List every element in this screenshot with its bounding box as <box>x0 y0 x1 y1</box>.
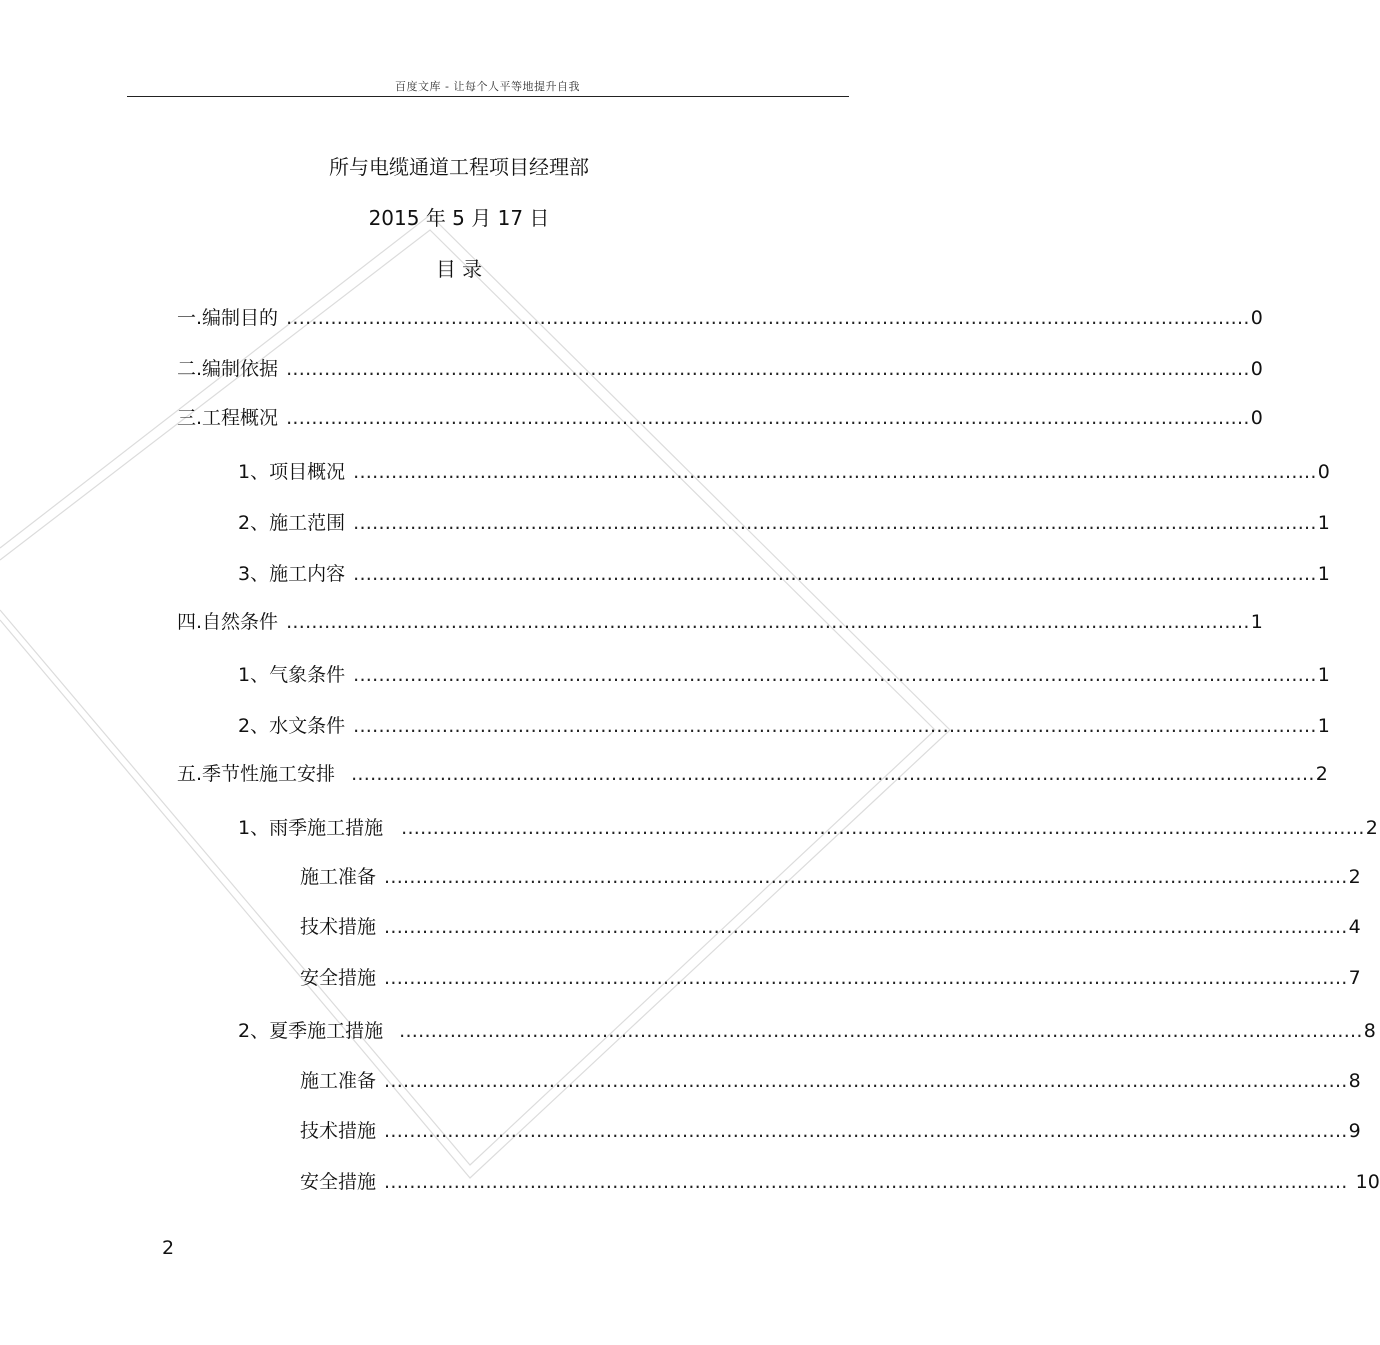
toc-entry-page: 2 <box>1315 763 1328 785</box>
toc-entry-number: 1、 <box>238 817 270 839</box>
toc-dot-leader: ........................................................................................................................................................ <box>384 967 1348 989</box>
toc-entry[interactable] <box>300 1068 1361 1094</box>
toc-dot-leader: ........................................................................................................................................................ <box>384 866 1348 888</box>
toc-entry-label: 编制目的 <box>202 307 279 329</box>
toc-entry-page: 7 <box>1348 967 1361 989</box>
toc-entry[interactable] <box>300 914 1361 940</box>
toc-dot-leader: ........................................................................................................................................................ <box>384 1070 1348 1092</box>
toc-entry[interactable] <box>300 965 1361 991</box>
toc-entry-page: 1 <box>1317 664 1330 686</box>
toc-entry-label: 雨季施工措施 <box>269 817 384 839</box>
toc-entry-number: 三. <box>177 407 203 429</box>
toc-entry-label: 施工准备 <box>300 866 377 888</box>
toc-entry-page: 8 <box>1348 1070 1361 1092</box>
toc-entry-number: 2、 <box>238 512 270 534</box>
page-header-text: 百度文库 - 让每个人平等地提升自我 <box>395 80 580 93</box>
toc-dot-leader: ........................................................................................................................................................ <box>384 916 1348 938</box>
toc-entry-label: 施工内容 <box>269 563 346 585</box>
header-divider <box>127 96 849 97</box>
toc-entry-number: 四. <box>177 611 203 633</box>
toc-entry-label: 气象条件 <box>269 664 346 686</box>
toc-entry-page: 0 <box>1250 307 1263 329</box>
toc-entry-page: 1 <box>1317 563 1330 585</box>
toc-entry-number: 3、 <box>238 563 270 585</box>
toc-entry-label: 安全措施 <box>300 1171 377 1193</box>
toc-entry-page: 0 <box>1317 461 1330 483</box>
toc-entry[interactable] <box>177 761 1328 787</box>
toc-dot-leader: ........................................................................................................................................................ <box>384 1120 1348 1142</box>
toc-entry-label: 技术措施 <box>300 1120 377 1142</box>
page-number: 2 <box>162 1237 175 1259</box>
toc-entry-page: 8 <box>1363 1020 1376 1042</box>
toc-entry-page: 4 <box>1348 916 1361 938</box>
toc-entry[interactable] <box>238 510 1330 536</box>
document-date: 2015 年 5 月 17 日 <box>368 206 550 230</box>
toc-dot-leader: ........................................................................................................................................................ <box>286 611 1250 633</box>
toc-entry-number: 五. <box>177 763 203 785</box>
toc-entry[interactable] <box>300 864 1361 890</box>
toc-entry-label: 水文条件 <box>269 715 346 737</box>
toc-entry[interactable] <box>300 1169 1380 1195</box>
toc-dot-leader: ........................................................................................................................................................ <box>286 358 1250 380</box>
toc-entry[interactable] <box>300 1118 1361 1144</box>
toc-entry[interactable] <box>177 405 1263 431</box>
toc-entry-number: 2、 <box>238 715 270 737</box>
toc-entry-label: 技术措施 <box>300 916 377 938</box>
toc-dot-leader: ........................................................................................................................................................ <box>353 512 1317 534</box>
toc-entry-page: 2 <box>1348 866 1361 888</box>
toc-entry-label: 安全措施 <box>300 967 377 989</box>
toc-entry-label: 季节性施工安排 <box>202 763 336 785</box>
toc-dot-leader: ........................................................................................................................................................ <box>286 307 1250 329</box>
toc-dot-leader: ........................................................................................................................................................ <box>401 817 1365 839</box>
toc-entry[interactable] <box>177 356 1263 382</box>
toc-entry-label: 项目概况 <box>269 461 346 483</box>
toc-entry-page: 1 <box>1317 715 1330 737</box>
toc-dot-leader: ........................................................................................................................................................ <box>353 563 1317 585</box>
toc-dot-leader: ........................................................................................................................................................ <box>384 1171 1348 1193</box>
toc-entry-number: 2、 <box>238 1020 270 1042</box>
toc-entry-label: 施工范围 <box>269 512 346 534</box>
toc-entry-number: 二. <box>177 358 203 380</box>
toc-entry-page: 0 <box>1250 358 1263 380</box>
toc-dot-leader: ........................................................................................................................................................ <box>399 1020 1363 1042</box>
org-title: 所与电缆通道工程项目经理部 <box>329 155 589 179</box>
toc-entry-number: 一. <box>177 307 203 329</box>
toc-entry[interactable] <box>177 609 1263 635</box>
toc-entry[interactable] <box>238 459 1330 485</box>
toc-entry-page: 2 <box>1365 817 1378 839</box>
toc-entry[interactable] <box>238 561 1330 587</box>
toc-entry-page: 1 <box>1250 611 1263 633</box>
toc-entry[interactable] <box>238 662 1330 688</box>
toc-entry-label: 工程概况 <box>202 407 279 429</box>
toc-entry-number: 1、 <box>238 664 270 686</box>
toc-dot-leader: ........................................................................................................................................................ <box>353 715 1317 737</box>
toc-entry[interactable] <box>238 713 1330 739</box>
toc-dot-leader: ........................................................................................................................................................ <box>353 664 1317 686</box>
toc-entry[interactable] <box>238 815 1378 841</box>
toc-entry[interactable] <box>177 305 1263 331</box>
toc-entry-page: 9 <box>1348 1120 1361 1142</box>
toc-entry[interactable] <box>238 1018 1376 1044</box>
toc-entry-label: 编制依据 <box>202 358 279 380</box>
toc-dot-leader: ........................................................................................................................................................ <box>353 461 1317 483</box>
toc-entry-page: 10 <box>1355 1171 1380 1193</box>
toc-dot-leader: ........................................................................................................................................................ <box>351 763 1315 785</box>
toc-entry-number: 1、 <box>238 461 270 483</box>
toc-entry-label: 施工准备 <box>300 1070 377 1092</box>
toc-entry-label: 自然条件 <box>202 611 279 633</box>
toc-entry-label: 夏季施工措施 <box>269 1020 384 1042</box>
toc-entry-page: 0 <box>1250 407 1263 429</box>
toc-entry-page: 1 <box>1317 512 1330 534</box>
toc-heading: 目 录 <box>435 257 483 281</box>
toc-dot-leader: ........................................................................................................................................................ <box>286 407 1250 429</box>
